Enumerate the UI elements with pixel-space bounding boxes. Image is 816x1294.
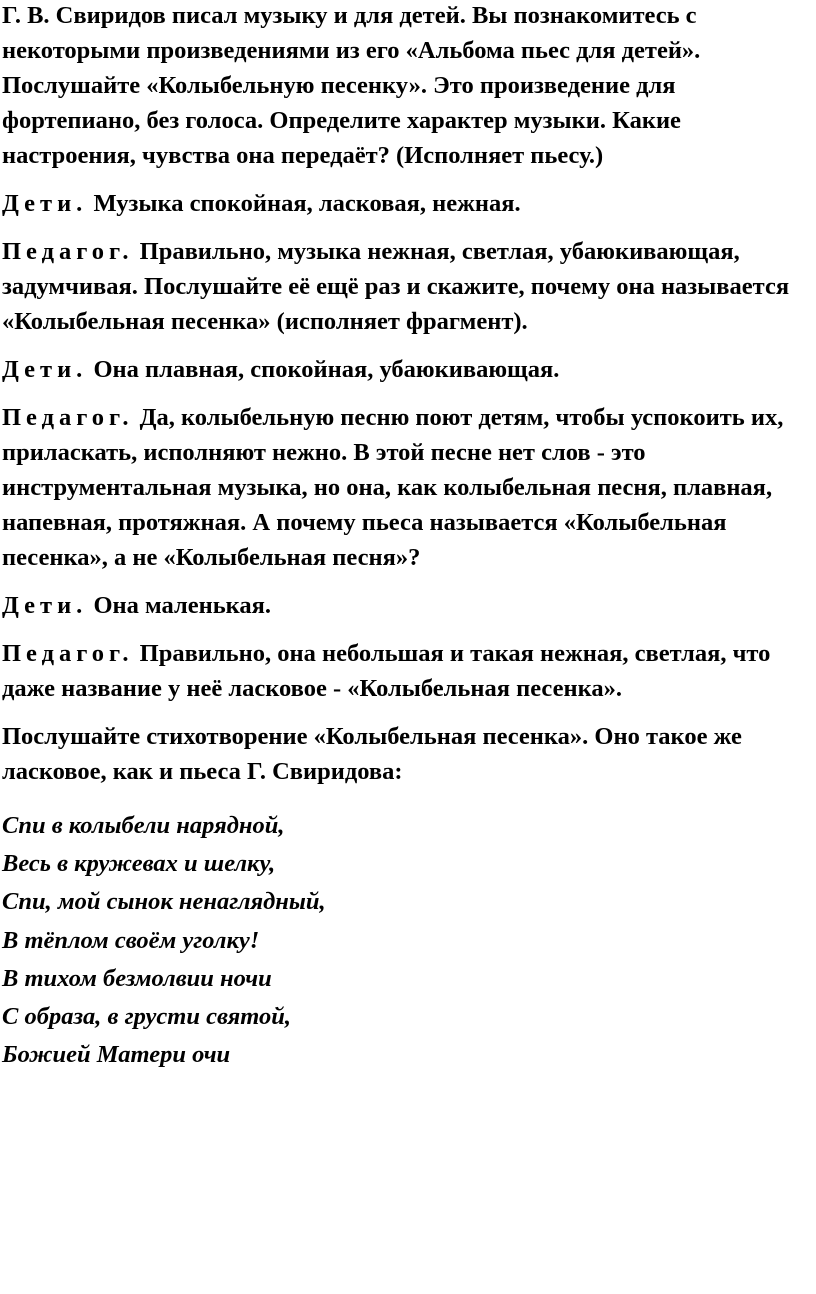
speaker-label: Дети. (2, 592, 88, 619)
poem (2, 807, 814, 1074)
poem-line: С образа, в грусти святой, (2, 1003, 291, 1031)
speaker-label: Педагог. (2, 640, 134, 667)
dialogue-text: Она маленькая. (87, 592, 272, 619)
poem-line: Божией Матери очи (2, 1041, 231, 1069)
dialogue-text: Правильно, музыка нежная, светлая, убаюкивающая, задумчивая. Послушайте её ещё раз и скажите, почему она называется «Колыбельная песенка» (исполняет фрагмент). (2, 238, 790, 335)
dialogue-text: Музыка спокойная, ласковая, нежная. (87, 190, 521, 217)
poem-intro-paragraph: Послушайте стихотворение «Колыбельная песенка». Оно такое же ласковое, как и пьеса Г. Свиридова: (2, 723, 742, 785)
dialogue-text: Правильно, она небольшая и такая нежная, светлая, что даже название у неё ласковое - «Колыбельная песенка». (2, 640, 771, 702)
dialogue-line-children (2, 588, 814, 623)
poem-line: В тёплом своём уголку! (2, 926, 260, 954)
poem-line: Весь в кружевах и шелку, (2, 850, 276, 878)
speaker-label: Педагог. (2, 238, 134, 265)
poem-line: Спи, мой сынок ненаглядный, (2, 888, 326, 916)
speaker-label: Дети. (2, 356, 88, 383)
poem-line: В тихом безмолвии ночи (2, 964, 272, 992)
speaker-label: Дети. (2, 190, 88, 217)
poem-line: Спи в колыбели нарядной, (2, 812, 285, 839)
dialogue-line-teacher (2, 636, 814, 706)
dialogue-text: Да, колыбельную песню поют детям, чтобы успокоить их, приласкать, исполняют нежно. В этой песне нет слов - это инструментальная музыка, но она, как колыбельная песня, плавная, напевная, протяжная. А почему пьеса называется «Колыбельная песенка», а не «Колыбельная песня»? (2, 404, 784, 571)
dialogue-text: Она плавная, спокойная, убаюкивающая. (87, 356, 560, 383)
dialogue-line-teacher (2, 400, 814, 575)
intro-paragraph: Г. В. Свиридов писал музыку и для детей. Вы познакомитесь с некоторыми произведениями из его «Альбома пьес для детей». Послушайте «Колыбельную песенку». Это произведение для фортепиано, без голоса. Определите характер музыки. Какие настроения, чувства она передаёт? (Исполняет пьесу.) (2, 2, 701, 169)
dialogue-line-children (2, 186, 814, 221)
speaker-label: Педагог. (2, 404, 134, 431)
dialogue-line-teacher (2, 234, 814, 339)
dialogue-line-children (2, 352, 814, 387)
